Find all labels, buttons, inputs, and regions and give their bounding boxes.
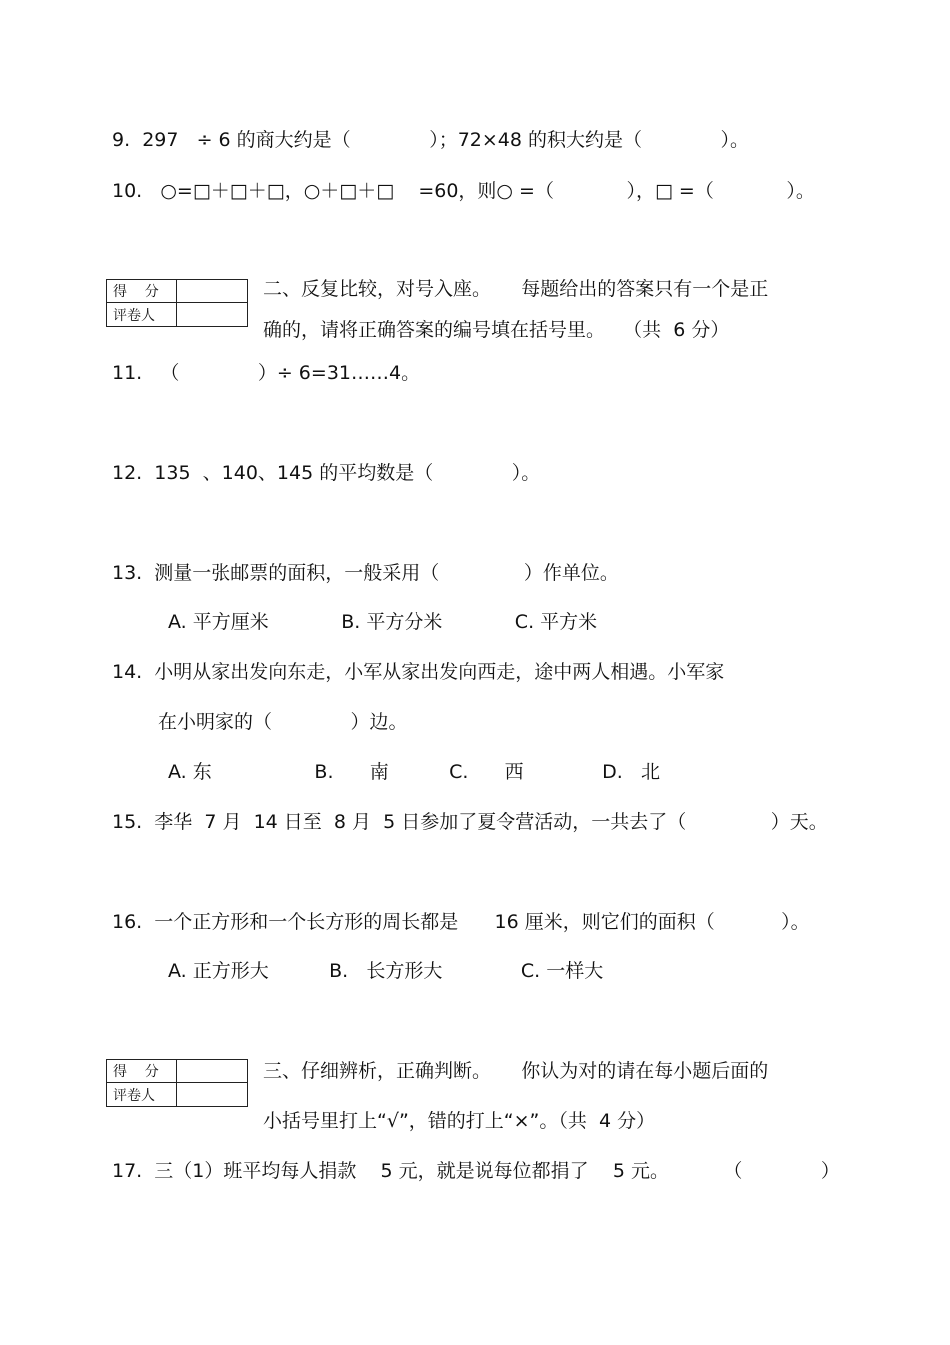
score-cell: [177, 280, 247, 303]
question-11: 11. （ ）÷ 6=31……4。: [112, 362, 421, 384]
grader-label: 评卷人: [107, 303, 177, 326]
question-14-line-1: 14. 小明从家出发向东走，小军从家出发向西走，途中两人相遇。小军家: [112, 661, 725, 683]
grader-cell: [177, 1083, 247, 1106]
score-table-section-3: [106, 1059, 248, 1107]
question-14-line-2: 在小明家的（ ）边。: [158, 711, 408, 733]
grader-cell: [177, 303, 247, 326]
question-9: 9. 297 ÷ 6 的商大约是（ ）；72×48 的积大约是（ ）。: [112, 129, 750, 151]
question-12: 12. 135 、140、145 的平均数是（ ）。: [112, 462, 541, 484]
section-2-heading-line-1: 二、反复比较，对号入座。 每题给出的答案只有一个是正: [263, 278, 769, 300]
score-label: 得 分: [107, 1060, 177, 1083]
question-13-options: A. 平方厘米 B. 平方分米 C. 平方米: [168, 611, 598, 633]
section-3-heading-line-2: 小括号里打上“√”，错的打上“×”。（共 4 分）: [263, 1110, 656, 1132]
score-cell: [177, 1060, 247, 1083]
question-13: 13. 测量一张邮票的面积，一般采用（ ）作单位。: [112, 562, 619, 584]
question-10: 10. ○=□＋□＋□，○＋□＋□ =60，则○ =（ ），□ =（ ）。: [112, 180, 815, 202]
score-table-section-2: [106, 279, 248, 327]
question-14-options: A. 东 B. 南 C. 西 D. 北: [168, 761, 660, 783]
grader-label: 评卷人: [107, 1083, 177, 1106]
question-17: 17. 三（1）班平均每人捐款 5 元，就是说每位都捐了 5 元。 （ ）: [112, 1160, 840, 1182]
score-label: 得 分: [107, 280, 177, 303]
section-3-heading-line-1: 三、仔细辨析，正确判断。 你认为对的请在每小题后面的: [263, 1060, 769, 1082]
section-2-heading-line-2: 确的，请将正确答案的编号填在括号里。 （共 6 分）: [263, 319, 730, 341]
question-15: 15. 李华 7 月 14 日至 8 月 5 日参加了夏令营活动，一共去了（ ）天。: [112, 811, 828, 833]
question-16: 16. 一个正方形和一个长方形的周长都是 16 厘米，则它们的面积（ ）。: [112, 911, 810, 933]
question-16-options: A. 正方形大 B. 长方形大 C. 一样大: [168, 960, 604, 982]
